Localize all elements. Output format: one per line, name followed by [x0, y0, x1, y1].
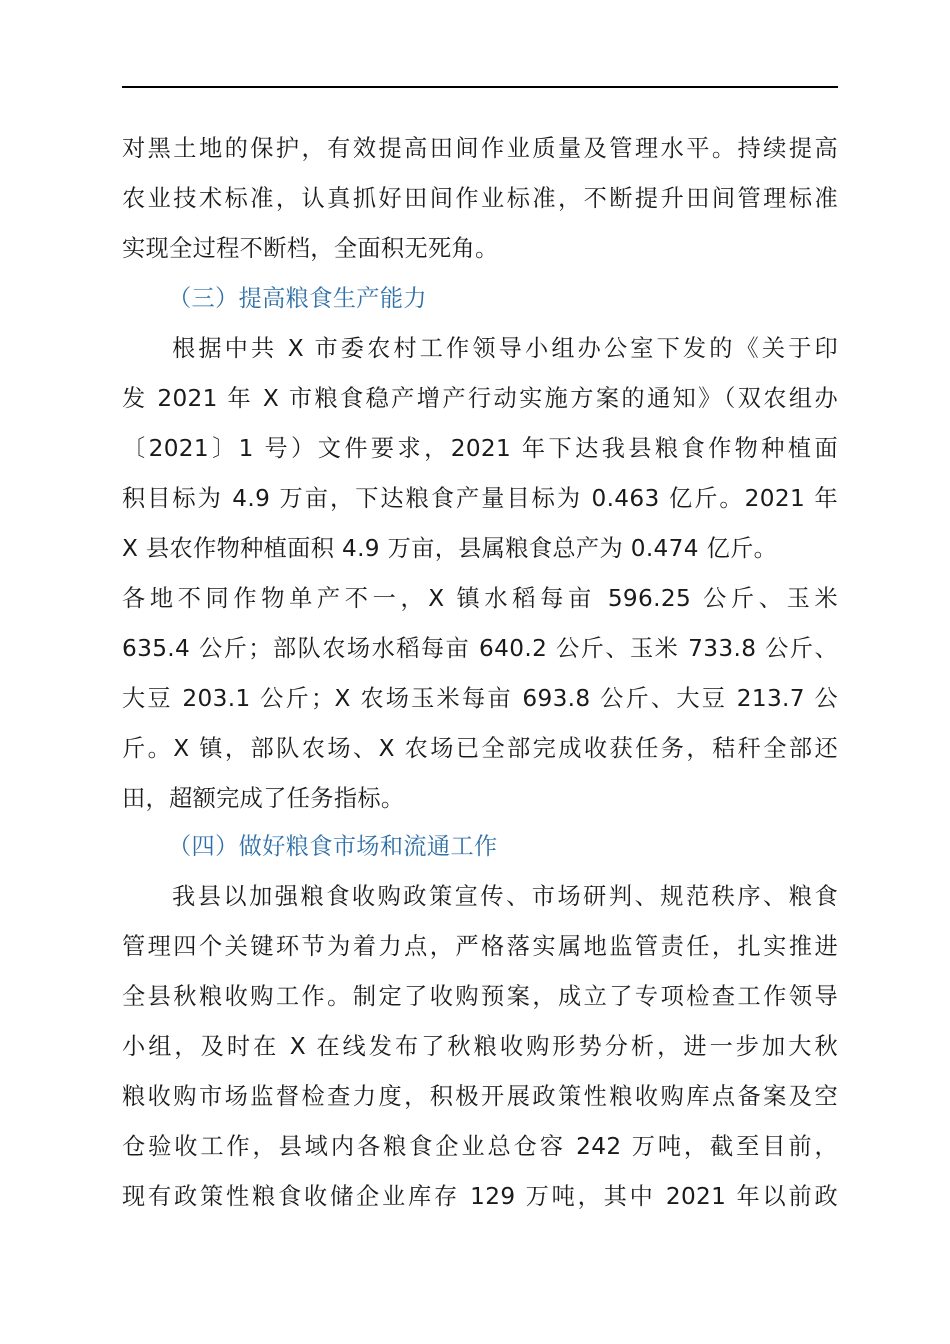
paragraph-line: 现有政策性粮食收储企业库存 129 万吨，其中 2021 年以前政 [122, 1183, 838, 1210]
paragraph-line: 635.4 公斤；部队农场水稻每亩 640.2 公斤、玉米 733.8 公斤、 [122, 635, 838, 662]
paragraph-line: 斤。X 镇，部队农场、X 农场已全部完成收获任务，秸秆全部还 [122, 735, 838, 762]
header-rule [122, 86, 838, 88]
paragraph-line: 根据中共 X 市委农村工作领导小组办公室下发的《关于印 [172, 335, 838, 362]
paragraph-line: 大豆 203.1 公斤；X 农场玉米每亩 693.8 公斤、大豆 213.7 公 [122, 685, 838, 712]
paragraph-line: 农业技术标准，认真抓好田间作业标准，不断提升田间管理标准 [122, 185, 838, 212]
paragraph-line: 粮收购市场监督检查力度，积极开展政策性粮收购库点备案及空 [122, 1083, 838, 1110]
paragraph-line: 对黑土地的保护，有效提高田间作业质量及管理水平。持续提高 [122, 135, 838, 162]
paragraph-line: 积目标为 4.9 万亩，下达粮食产量目标为 0.463 亿斤。2021 年 [122, 485, 838, 512]
paragraph-line: 实现全过程不断档，全面积无死角。 [122, 235, 499, 262]
paragraph-line: 各地不同作物单产不一，X 镇水稻每亩 596.25 公斤、玉米 [122, 585, 838, 612]
paragraph-line: 全县秋粮收购工作。制定了收购预案，成立了专项检查工作领导 [122, 983, 838, 1010]
paragraph-line: 小组，及时在 X 在线发布了秋粮收购形势分析，进一步加大秋 [122, 1033, 838, 1060]
paragraph-line: 发 2021 年 X 市粮食稳产增产行动实施方案的通知》（双农组办 [122, 385, 838, 412]
paragraph-line: 我县以加强粮食收购政策宣传、市场研判、规范秩序、粮食 [172, 883, 838, 910]
paragraph-line: 仓验收工作，县域内各粮食企业总仓容 242 万吨，截至目前， [122, 1133, 838, 1160]
paragraph-line: X 县农作物种植面积 4.9 万亩，县属粮食总产为 0.474 亿斤。 [122, 535, 778, 562]
paragraph-line: 管理四个关键环节为着力点，严格落实属地监管责任，扎实推进 [122, 933, 838, 960]
section-heading-3: （三）提高粮食生产能力 [168, 285, 427, 312]
paragraph-line: 〔2021〕1 号）文件要求，2021 年下达我县粮食作物种植面 [122, 435, 838, 462]
paragraph-line: 田，超额完成了任务指标。 [122, 785, 405, 812]
section-heading-4: （四）做好粮食市场和流通工作 [168, 833, 498, 860]
